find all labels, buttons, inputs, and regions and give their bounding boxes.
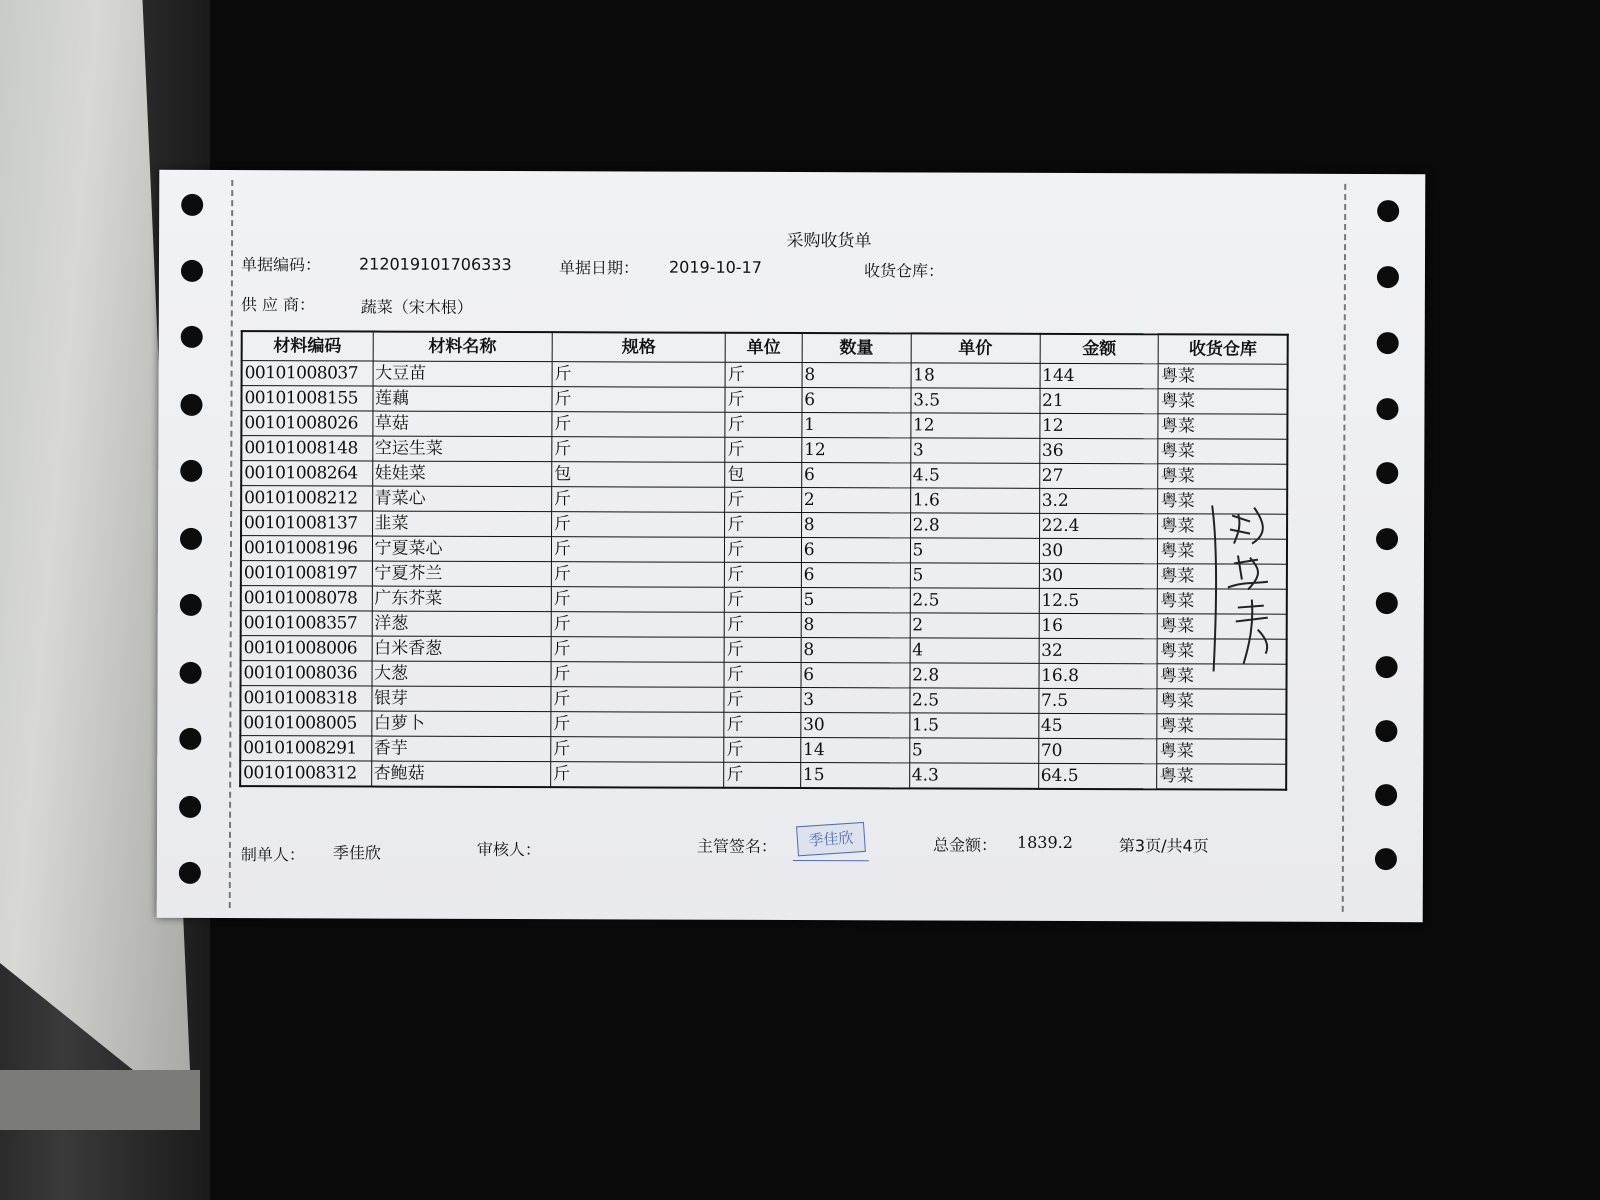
table-header-row (242, 331, 1288, 364)
cell-unit-price: 4 (910, 638, 1039, 663)
cell-quantity: 8 (801, 638, 910, 663)
cell-amount: 3.2 (1039, 488, 1158, 513)
cell-material-code: 00101008197 (241, 561, 372, 586)
tractor-hole (180, 662, 202, 684)
handwritten-signature (1208, 503, 1289, 673)
table-row (241, 436, 1287, 465)
cell-material-name: 韭菜 (372, 511, 551, 537)
supervisor-signature-line (793, 860, 869, 861)
purchase-receipt-paper (157, 170, 1426, 922)
cell-material-code: 00101008291 (240, 736, 371, 761)
table-row (241, 486, 1287, 515)
total-amount-label: 总金额： (932, 835, 998, 855)
cell-unit: 斤 (724, 587, 801, 612)
tractor-hole (180, 594, 202, 616)
column-header-warehouse: 收货仓库 (1159, 334, 1288, 364)
cell-amount: 22.4 (1039, 513, 1158, 538)
cell-material-name: 莲藕 (372, 386, 551, 412)
tractor-hole (1376, 592, 1398, 614)
table-row (241, 661, 1287, 690)
tractor-hole (179, 728, 201, 750)
cell-quantity: 6 (801, 663, 910, 688)
cell-unit: 斤 (725, 512, 802, 537)
cell-unit: 斤 (725, 562, 802, 587)
cell-amount: 144 (1040, 363, 1159, 388)
cell-unit: 斤 (724, 737, 801, 762)
cell-quantity: 6 (801, 563, 910, 588)
cell-amount: 36 (1039, 438, 1158, 463)
table-row (240, 736, 1286, 765)
cell-quantity: 8 (801, 513, 910, 538)
cell-amount: 7.5 (1038, 688, 1157, 713)
cell-unit: 斤 (725, 412, 802, 437)
cell-spec: 包 (552, 462, 725, 488)
cell-spec: 斤 (551, 612, 724, 638)
tractor-hole (1375, 720, 1397, 742)
cell-unit-price: 3.5 (911, 388, 1040, 413)
cell-material-name: 白萝卜 (371, 711, 550, 737)
tractor-hole (180, 394, 202, 416)
page-indicator: 第3页/共4页 (1118, 836, 1209, 856)
cell-spec: 斤 (551, 737, 724, 763)
bill-date-value: 2019-10-17 (668, 257, 762, 277)
cell-unit-price: 5 (910, 538, 1039, 563)
total-amount-value: 1839.2 (1016, 832, 1073, 852)
cell-warehouse: 粤菜 (1158, 464, 1287, 489)
cell-spec: 斤 (551, 537, 724, 563)
tractor-hole (1377, 266, 1399, 288)
column-header-spec: 规格 (552, 332, 725, 362)
cell-warehouse: 粤菜 (1158, 389, 1287, 414)
cell-unit: 斤 (725, 362, 802, 387)
cell-unit-price: 2.5 (909, 688, 1038, 713)
table-row (240, 761, 1286, 790)
cell-quantity: 14 (800, 738, 909, 763)
cell-amount: 21 (1040, 388, 1159, 413)
cell-material-name: 宁夏菜心 (372, 536, 551, 562)
column-header-material-code: 材料编码 (242, 331, 373, 361)
cell-unit: 斤 (724, 687, 801, 712)
cell-warehouse: 粤菜 (1157, 739, 1286, 764)
column-header-unit: 单位 (725, 333, 802, 363)
cell-material-code: 00101008005 (240, 711, 371, 736)
cell-spec: 斤 (551, 687, 724, 713)
tractor-hole (181, 194, 203, 216)
cell-warehouse: 粤菜 (1157, 689, 1286, 714)
cell-material-name: 空运生菜 (372, 436, 551, 462)
maker-name: 季佳欣 (332, 843, 381, 863)
table-row (241, 461, 1287, 490)
cell-amount: 30 (1039, 538, 1158, 563)
cell-quantity: 2 (801, 488, 910, 513)
table-row (241, 536, 1287, 565)
receipt-items-table (239, 330, 1289, 791)
tractor-hole (1376, 462, 1398, 484)
cell-material-code: 00101008318 (240, 686, 371, 711)
table-row (241, 636, 1287, 665)
cell-amount: 12.5 (1039, 588, 1158, 613)
supplier-label: 供 应 商： (240, 295, 316, 315)
cell-unit-price: 2.8 (910, 663, 1039, 688)
cell-warehouse: 粤菜 (1158, 614, 1287, 639)
cell-unit-price: 5 (909, 738, 1038, 763)
tractor-hole (180, 460, 202, 482)
cell-unit: 斤 (725, 537, 802, 562)
cell-unit-price: 3 (910, 438, 1039, 463)
table-row (241, 411, 1287, 440)
tractor-hole (180, 528, 202, 550)
cell-quantity: 30 (801, 713, 910, 738)
tractor-hole (1376, 398, 1398, 420)
cell-material-name: 青菜心 (372, 486, 551, 512)
cell-quantity: 5 (801, 588, 910, 613)
cell-unit-price: 4.3 (909, 763, 1038, 789)
column-header-material-name: 材料名称 (373, 332, 552, 362)
cell-unit-price: 5 (910, 563, 1039, 588)
cell-warehouse: 粤菜 (1158, 589, 1287, 614)
document-title: 采购收货单 (786, 230, 872, 252)
column-header-unit-price: 单价 (911, 333, 1040, 363)
table-row (241, 561, 1287, 590)
cell-material-name: 白米香葱 (372, 636, 551, 662)
bill-number-label: 单据编码： (240, 255, 322, 275)
cell-quantity: 8 (802, 363, 911, 388)
cell-quantity: 15 (800, 763, 909, 789)
cell-spec: 斤 (552, 362, 725, 388)
cell-unit-price: 12 (910, 413, 1039, 438)
table-row (242, 361, 1288, 390)
cell-unit: 斤 (724, 612, 801, 637)
tractor-hole (1377, 200, 1399, 222)
warehouse-label: 收货仓库： (863, 261, 945, 281)
tractor-hole (181, 260, 203, 282)
tractor-hole (1377, 332, 1399, 354)
cell-warehouse: 粤菜 (1158, 489, 1287, 514)
cell-material-code: 00101008357 (241, 611, 372, 636)
cell-material-code: 00101008078 (241, 586, 372, 611)
right-perforation-line (1342, 184, 1347, 912)
cell-unit-price: 2.8 (910, 513, 1039, 538)
cell-amount: 64.5 (1038, 763, 1157, 789)
cell-warehouse: 粤菜 (1157, 764, 1286, 790)
cell-spec: 斤 (551, 712, 724, 738)
cell-material-name: 银芽 (371, 686, 550, 712)
cell-unit: 包 (725, 462, 802, 487)
cell-material-code: 00101008312 (240, 761, 371, 787)
table-row (241, 511, 1287, 540)
cell-amount: 16.8 (1039, 663, 1158, 688)
cell-material-name: 洋葱 (372, 611, 551, 637)
cell-material-code: 00101008264 (241, 461, 372, 486)
cell-amount: 32 (1039, 638, 1158, 663)
tractor-hole (1375, 848, 1397, 870)
cell-unit-price: 4.5 (910, 463, 1039, 488)
cell-unit-price: 18 (911, 363, 1040, 388)
cell-spec: 斤 (551, 512, 724, 538)
maker-label: 制单人： (240, 845, 305, 865)
cell-quantity: 12 (802, 438, 911, 463)
cell-quantity: 3 (801, 688, 910, 713)
cell-material-code: 00101008026 (241, 411, 372, 436)
supervisor-seal-stamp: 季佳欣 (796, 822, 866, 856)
cell-unit-price: 2 (910, 613, 1039, 638)
cell-material-code: 00101008212 (241, 486, 372, 511)
cell-amount: 70 (1038, 738, 1157, 763)
cell-amount: 30 (1039, 563, 1158, 588)
cell-material-name: 宁夏芥兰 (372, 561, 551, 587)
cell-spec: 斤 (552, 387, 725, 413)
cell-unit-price: 1.5 (909, 713, 1038, 738)
cell-material-name: 香芋 (371, 736, 550, 762)
tractor-hole (1376, 528, 1398, 550)
cell-material-name: 草菇 (372, 411, 551, 437)
tractor-hole (1375, 784, 1397, 806)
cell-unit: 斤 (725, 387, 802, 412)
cell-amount: 16 (1039, 613, 1158, 638)
cell-material-code: 00101008037 (242, 361, 373, 386)
left-perforation-line (229, 180, 234, 908)
cell-spec: 斤 (551, 487, 724, 513)
cell-unit: 斤 (724, 637, 801, 662)
cell-material-name: 杏鲍菇 (371, 761, 550, 787)
tractor-hole (179, 862, 201, 884)
cell-amount: 12 (1039, 413, 1158, 438)
cell-material-name: 大豆苗 (373, 361, 552, 387)
tractor-hole (179, 796, 201, 818)
cell-spec: 斤 (552, 412, 725, 438)
cell-spec: 斤 (551, 662, 724, 688)
table-row (241, 386, 1287, 415)
cell-spec: 斤 (551, 562, 724, 588)
cell-warehouse: 粤菜 (1158, 414, 1287, 439)
cell-warehouse: 粤菜 (1158, 439, 1287, 464)
cell-material-code: 00101008137 (241, 511, 372, 536)
cell-unit-price: 2.5 (910, 588, 1039, 613)
column-header-amount: 金额 (1040, 334, 1159, 364)
cell-material-name: 大葱 (372, 661, 551, 687)
cell-warehouse: 粤菜 (1159, 364, 1288, 389)
cell-unit: 斤 (724, 762, 801, 788)
cell-quantity: 6 (801, 538, 910, 563)
cell-spec: 斤 (551, 587, 724, 613)
cell-amount: 27 (1039, 463, 1158, 488)
cell-warehouse: 粤菜 (1158, 639, 1287, 664)
table-row (240, 686, 1286, 715)
tractor-hole (1376, 656, 1398, 678)
cell-unit-price: 1.6 (910, 488, 1039, 513)
cell-spec: 斤 (551, 762, 724, 788)
table-row (241, 611, 1287, 640)
tractor-hole (181, 326, 203, 348)
column-header-quantity: 数量 (802, 333, 911, 363)
cell-warehouse: 粤菜 (1158, 539, 1287, 564)
cell-material-code: 00101008148 (241, 436, 372, 461)
cell-warehouse: 粤菜 (1157, 714, 1286, 739)
cell-quantity: 1 (802, 413, 911, 438)
bill-date-label: 单据日期： (558, 258, 640, 278)
cell-quantity: 6 (801, 463, 910, 488)
supervisor-signature-label: 主管签名： (696, 836, 777, 856)
bill-number-value: 212019101706333 (358, 254, 512, 275)
supplier-value: 蔬菜（宋木根） (360, 297, 473, 317)
cell-unit: 斤 (724, 712, 801, 737)
cell-material-name: 广东芥菜 (372, 586, 551, 612)
cell-quantity: 8 (801, 613, 910, 638)
cell-material-name: 娃娃菜 (372, 461, 551, 487)
cell-warehouse: 粤菜 (1158, 564, 1287, 589)
cell-amount: 45 (1038, 713, 1157, 738)
table-row (240, 711, 1286, 740)
background-ledge (0, 1070, 200, 1130)
table-row (241, 586, 1287, 615)
cell-warehouse: 粤菜 (1157, 664, 1286, 689)
cell-unit: 斤 (724, 662, 801, 687)
cell-material-code: 00101008006 (241, 636, 372, 661)
cell-material-code: 00101008036 (241, 661, 372, 686)
cell-unit: 斤 (725, 487, 802, 512)
cell-unit: 斤 (725, 437, 802, 462)
cell-quantity: 6 (802, 388, 911, 413)
cell-spec: 斤 (551, 637, 724, 663)
cell-spec: 斤 (552, 437, 725, 463)
cell-material-code: 00101008155 (241, 386, 372, 411)
reviewer-label: 审核人： (476, 839, 541, 860)
cell-material-code: 00101008196 (241, 536, 372, 561)
cell-warehouse: 粤菜 (1158, 514, 1287, 539)
